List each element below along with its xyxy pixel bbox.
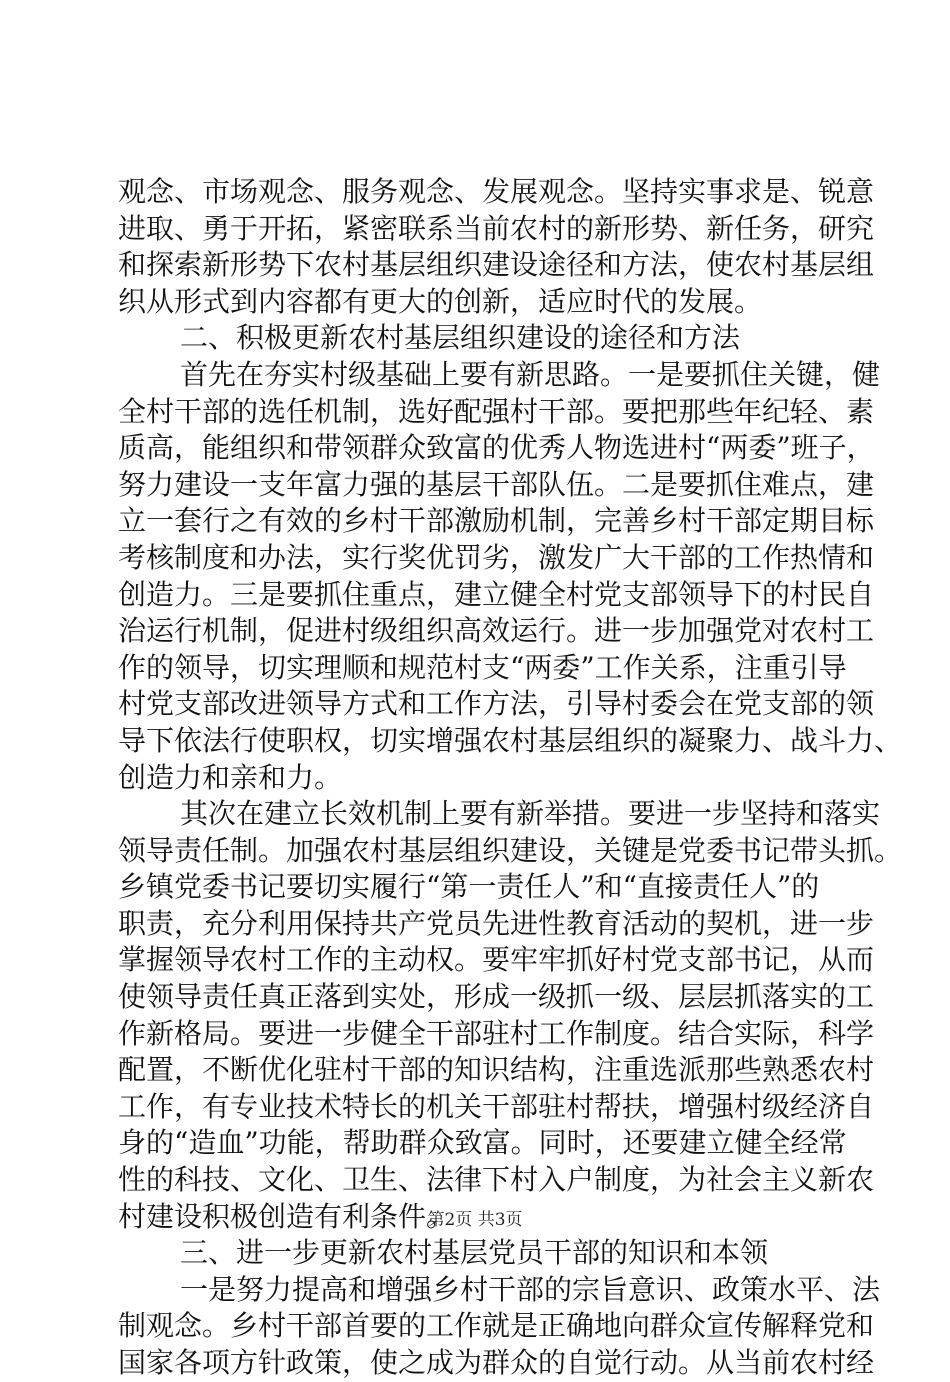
text-line: 创造力。三是要抓住重点，建立健全村党支部领导下的村民自 (118, 577, 875, 611)
text-line: 质高，能组织和带领群众致富的优秀人物选进村“两委”班子， (118, 431, 875, 465)
text-line: 领导责任制。加强农村基层组织建设，关键是党委书记带头抓。 (118, 833, 903, 867)
text-line: 制观念。乡村干部首要的工作就是正确地向群众宣传解释党和 (118, 1309, 875, 1343)
text-line: 使领导责任真正落到实处，形成一级抓一级、层层抓落实的工 (118, 980, 875, 1014)
text-line: 全村干部的选任机制，选好配强村干部。要把那些年纪轻、素 (118, 394, 875, 428)
text-line: 性的科技、文化、卫生、法律下村入户制度，为社会主义新农 (118, 1163, 875, 1197)
text-line: 其次在建立长效机制上要有新举措。要进一步坚持和落实 (180, 797, 881, 831)
section-heading: 三、进一步更新农村基层党员干部的知识和本领 (180, 1236, 769, 1270)
text-line: 治运行机制，促进村级组织高效运行。进一步加强党对农村工 (118, 614, 875, 648)
text-line: 努力建设一支年富力强的基层干部队伍。二是要抓住难点，建 (118, 467, 875, 501)
text-line: 作的领导，切实理顺和规范村支“两委”工作关系，注重引导 (118, 650, 847, 684)
text-line: 身的“造血”功能，帮助群众致富。同时，还要建立健全经常 (118, 1126, 847, 1160)
text-line: 创造力和亲和力。 (118, 760, 343, 794)
text-line: 立一套行之有效的乡村干部激励机制，完善乡村干部定期目标 (118, 504, 875, 538)
text-line: 一是努力提高和增强乡村干部的宗旨意识、政策水平、法 (180, 1272, 881, 1306)
text-line: 配置，不断优化驻村干部的知识结构，注重选派那些熟悉农村 (118, 1053, 875, 1087)
text-line: 作新格局。要进一步健全干部驻村工作制度。结合实际，科学 (118, 1016, 875, 1050)
text-line: 进取、勇于开拓，紧密联系当前农村的新形势、新任务，研究 (118, 211, 875, 245)
text-line: 村党支部改进领导方式和工作方法，引导村委会在党支部的领 (118, 687, 875, 721)
page-number-footer: 第2页 共3页 (427, 1210, 523, 1230)
section-heading: 二、积极更新农村基层组织建设的途径和方法 (180, 321, 741, 355)
text-line: 织从形式到内容都有更大的创新，适应时代的发展。 (118, 284, 763, 318)
text-line: 观念、市场观念、服务观念、发展观念。坚持实事求是、锐意 (118, 175, 875, 208)
text-line: 工作，有专业技术特长的机关干部驻村帮扶，增强村级经济自 (118, 1089, 875, 1123)
text-line: 首先在夯实村级基础上要有新思路。一是要抓住关键，健 (180, 357, 881, 391)
text-line: 考核制度和办法，实行奖优罚劣，激发广大干部的工作热情和 (118, 540, 875, 574)
text-line: 导下依法行使职权，切实增强农村基层组织的凝聚力、战斗力、 (118, 723, 903, 757)
text-line: 乡镇党委书记要切实履行“第一责任人”和“直接责任人”的 (118, 870, 820, 904)
text-line: 和探索新形势下农村基层组织建设途径和方法，使农村基层组 (118, 248, 875, 282)
text-line: 掌握领导农村工作的主动权。要牢牢抓好村党支部书记，从而 (118, 943, 875, 977)
text-line: 国家各项方针政策，使之成为群众的自觉行动。从当前农村经 (118, 1346, 875, 1379)
text-line: 村建设积极创造有利条件。 (118, 1199, 455, 1233)
body-text (118, 174, 903, 1382)
text-line: 职责，充分利用保持共产党员先进性教育活动的契机，进一步 (118, 906, 875, 940)
